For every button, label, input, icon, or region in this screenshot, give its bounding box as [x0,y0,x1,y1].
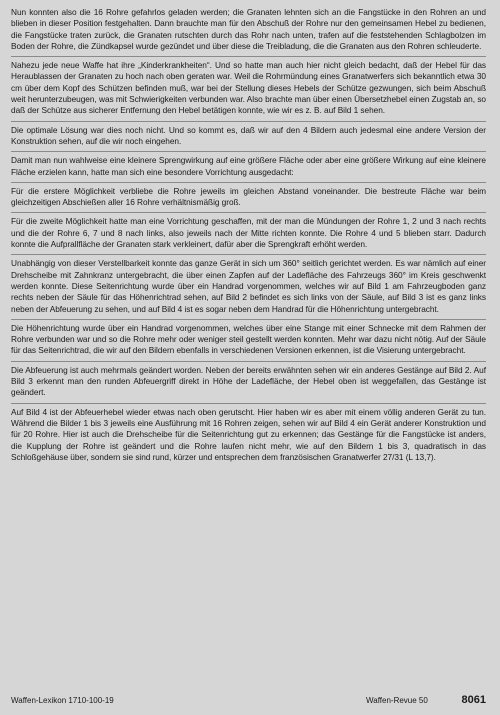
paragraph-4: Damit man nun wahlweise eine kleinere Sprengwirkung auf eine größere Fläche oder aber eine größere Wirkung auf eine kleinere Fläche erzielen kann, hatte man sich eine besondere Vorrichtung ausgedacht: [11,155,486,177]
paragraph-9: Die Abfeuerung ist auch mehrmals geändert worden. Neben der bereits erwähnten sehen wir ein anderes Gestänge auf Bild 2. Auf Bild 3 erkennt man den runden Abfeuergriff direkt in Höhe der Ladefläche, der Hebel oben ist weggefallen, das Gestänge ist geändert. [11,364,486,398]
divider [11,151,486,152]
footer-journal: Waffen-Revue 50 [366,696,428,705]
divider [11,56,486,57]
page-footer [11,691,486,705]
divider [11,254,486,255]
divider [11,403,486,404]
paragraph-3: Die optimale Lösung war dies noch nicht. Und so kommt es, daß wir auf den 4 Bildern auch jedesmal eine andere Version der Konstruktion sehen, auf die wir noch eingehen. [11,124,486,146]
page-number: 8061 [461,694,486,706]
paragraph-6: Für die zweite Möglichkeit hatte man eine Vorrichtung geschaffen, mit der man die Mündungen der Rohre 1, 2 und 3 nach rechts und die der Rohre 6, 7 und 8 nach links, also jeweils nach der Mitte richten konnte. Die Rohre 4 und 5 blieben starr. Dadurch konnte die Aufprallfläche der Granaten stark verkleinert, dafür aber die Sprengkraft erhöht werden. [11,216,486,250]
paragraph-2: Nahezu jede neue Waffe hat ihre „Kinderkrankheiten“. Und so hatte man auch hier nicht gleich bedacht, daß der Hebel für das Heraublassen der Granaten zu hoch nach oben geraten war. Weil die Rohrmündung eines Granatwerfers sich bekanntlich etwa 30 cm über dem Kopf des Schützen befinden muß, war bei der Stellung dieses Hebels der Schütze gezwungen, sich beim Abschuß weit herunterzubeugen, was mit Schwierigkeiten verbunden war. Also brachte man über einen Übersetzhebel einen Zugstab an, so daß der Schütze aus sicherer Entfernung den Hebel betätigen konnte, wie wir es z. B. auf Bild 1 sehen. [11,60,486,116]
footer-source: Waffen-Lexikon 1710-100-19 [11,696,114,705]
paragraph-7: Unabhängig von dieser Verstellbarkeit konnte das ganze Gerät in sich um 360° seitlich gerichtet werden. Es war nämlich auf einer Drehscheibe mit Zahnkranz untergebracht, die über einen Zapfen auf der Ladefläche des Fahrzeugs 360° im Kreis geschwenkt werden konnte. Diese Seitenrichtung wurde über ein Handrad vorgenommen, welches wir auf Bild 1 am Fahrzeugboden ganz rechts neben der Säule für das Höhenrichtrad sehen, auf Bild 2 befindet es sich links von der Säule, auf Bild 3 ist es ganz links neben der Abfeuerung zu sehen, und auf Bild 4 ist es sogar neben dem Handrad für die Höhenrichtung untergebracht. [11,258,486,314]
paragraph-1: Nun konnten also die 16 Rohre gefahrlos geladen werden; die Granaten lehnten sich an die Fangstücke in den Rohren an und blieben in dieser Position festgehalten. Dann brauchte man für den Abschuß der Rohre nur den gemeinsamen Hebel zu bedienen, die Fangstücke traten zurück, die Granaten rutschten durch das Rohr nach unten, trafen auf die feststehenden Schlagbolzen im Boden der Rohre, die Zündkapsel wurde gezündet und über diese die Treibladung, die die Granaten aus den Rohren schleuderte. [11,7,486,51]
divider [11,212,486,213]
paragraph-10: Auf Bild 4 ist der Abfeuerhebel wieder etwas nach oben gerutscht. Hier haben wir es aber mit einem völlig anderen Gerät zu tun. Während die Bilder 1 bis 3 jeweils eine Ausführung mit 16 Rohren zeigen, sehen wir auf Bild 4 ein Gerät anderer Konstruktion und für 20 Rohre. Hier ist auch die Drehscheibe für die Seitenrichtung gut zu erkennen; das Gestänge für die Fangstücke ist anders, die Kupplung der Rohre ist geändert und die Rohre laufen nicht mehr, wie auf den Bildern 1 bis 3, quadratisch in das Schloßgehäuse über, sondern sie sind rund, kürzer und entsprechen dem französischen Granatwerfer 27/31 (L 13,7). [11,406,486,462]
divider [11,121,486,122]
divider [11,319,486,320]
paragraph-8: Die Höhenrichtung wurde über ein Handrad vorgenommen, welches über eine Stange mit einer Schnecke mit dem Rahmen der Rohre verbunden war und so die Rohre mehr oder weniger steil gestellt werden konnten. Mehr war dazu nicht nötig. Auf der Säule für das Seitenrichtrad, die wir auf den Bildern ebenfalls in verschiedenen Versionen erkennen, ist die Visierung untergebracht. [11,322,486,356]
divider [11,361,486,362]
paragraph-5: Für die erstere Möglichkeit verbliebe die Rohre jeweils im gleichen Abstand voneinander. Die bestreute Fläche war beim gleichzeitigen Abschießen aller 16 Rohre verhältnismäßig groß. [11,185,486,208]
divider [11,182,486,183]
